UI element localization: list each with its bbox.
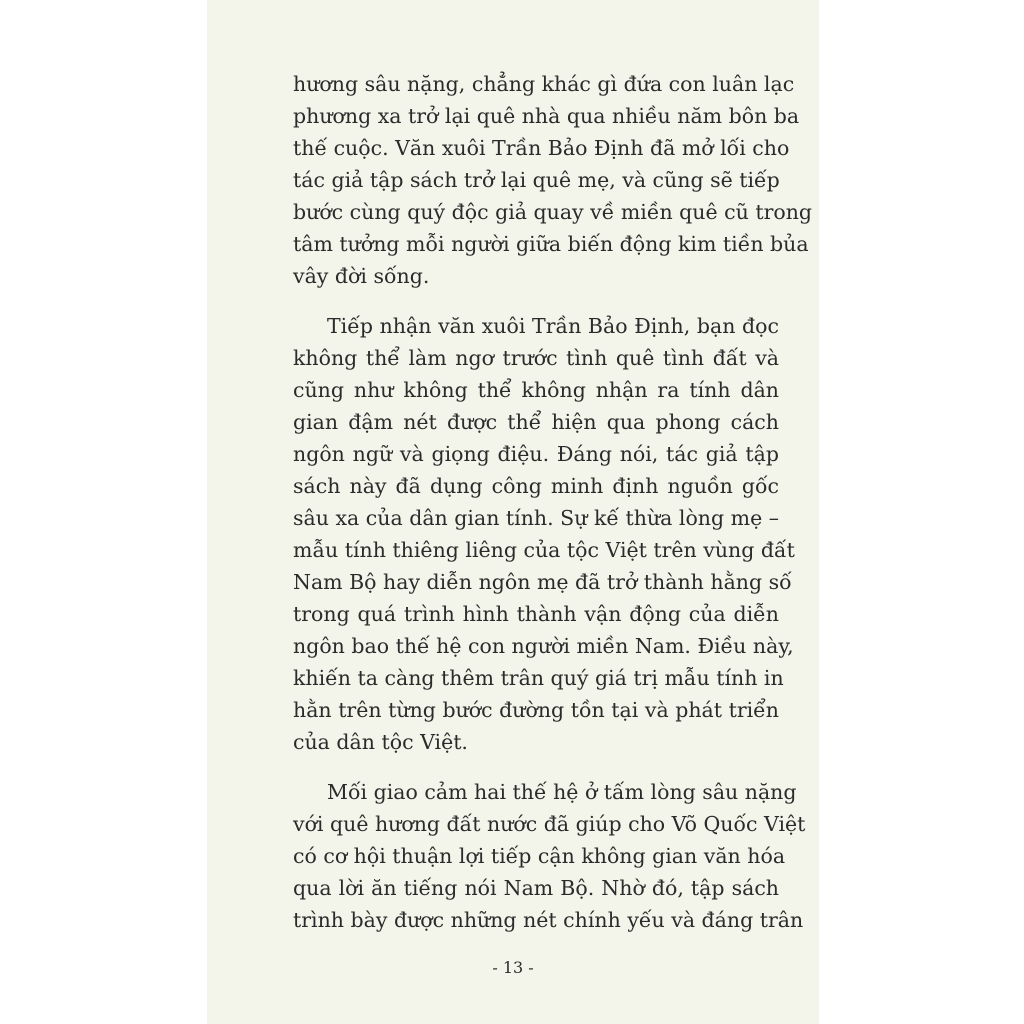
text-line: trình bày được những nét chính yếu và đáng trân (293, 908, 804, 932)
text-line: bước cùng quý độc giả quay về miền quê cũ trong (293, 200, 813, 224)
paragraph-2 (293, 310, 795, 758)
text-line: tâm tưởng mỗi người giữa biến động kim tiền bủa (293, 232, 809, 256)
book-page (207, 0, 819, 1024)
text-line: trong quá trình hình thành vận động của diễn (293, 602, 779, 626)
text-line: sách này đã dụng công minh định nguồn gốc (293, 474, 779, 498)
text-line: sâu xa của dân gian tính. Sự kế thừa lòng mẹ – (293, 506, 779, 530)
text-line: Tiếp nhận văn xuôi Trần Bảo Định, bạn đọc (327, 314, 779, 338)
text-line: tác giả tập sách trở lại quê mẹ, và cũng sẽ tiếp (293, 168, 780, 192)
text-line: cũng như không thể không nhận ra tính dân (293, 378, 779, 402)
page-number: - 13 - (492, 958, 534, 977)
text-line: ngôn ngữ và giọng điệu. Đáng nói, tác giả tập (293, 442, 779, 466)
text-line: vây đời sống. (293, 264, 430, 288)
text-line: thế cuộc. Văn xuôi Trần Bảo Định đã mở lối cho (293, 136, 790, 160)
body-text (293, 68, 813, 936)
text-line: với quê hương đất nước đã giúp cho Võ Quốc Việt (293, 812, 806, 836)
paragraph-1 (293, 68, 813, 292)
text-line: Nam Bộ hay diễn ngôn mẹ đã trở thành hằng số (293, 570, 792, 594)
text-line: mẫu tính thiêng liêng của tộc Việt trên vùng đất (293, 538, 795, 562)
text-line: của dân tộc Việt. (293, 730, 468, 754)
text-line: khiến ta càng thêm trân quý giá trị mẫu tính in (293, 666, 784, 690)
text-line: ngôn bao thế hệ con người miền Nam. Điều này, (293, 634, 794, 658)
text-line: phương xa trở lại quê nhà qua nhiều năm bôn ba (293, 104, 800, 128)
text-line: gian đậm nét được thể hiện qua phong cách (293, 410, 779, 434)
text-line: Mối giao cảm hai thế hệ ở tấm lòng sâu nặng (327, 780, 797, 804)
text-line: hương sâu nặng, chẳng khác gì đứa con luân lạc (293, 72, 795, 96)
text-line: có cơ hội thuận lợi tiếp cận không gian văn hóa (293, 844, 786, 868)
text-line: hằn trên từng bước đường tồn tại và phát triển (293, 698, 779, 722)
paragraph-3 (293, 776, 806, 936)
text-line: không thể làm ngơ trước tình quê tình đất và (293, 346, 779, 370)
text-line: qua lời ăn tiếng nói Nam Bộ. Nhờ đó, tập sách (293, 876, 779, 900)
